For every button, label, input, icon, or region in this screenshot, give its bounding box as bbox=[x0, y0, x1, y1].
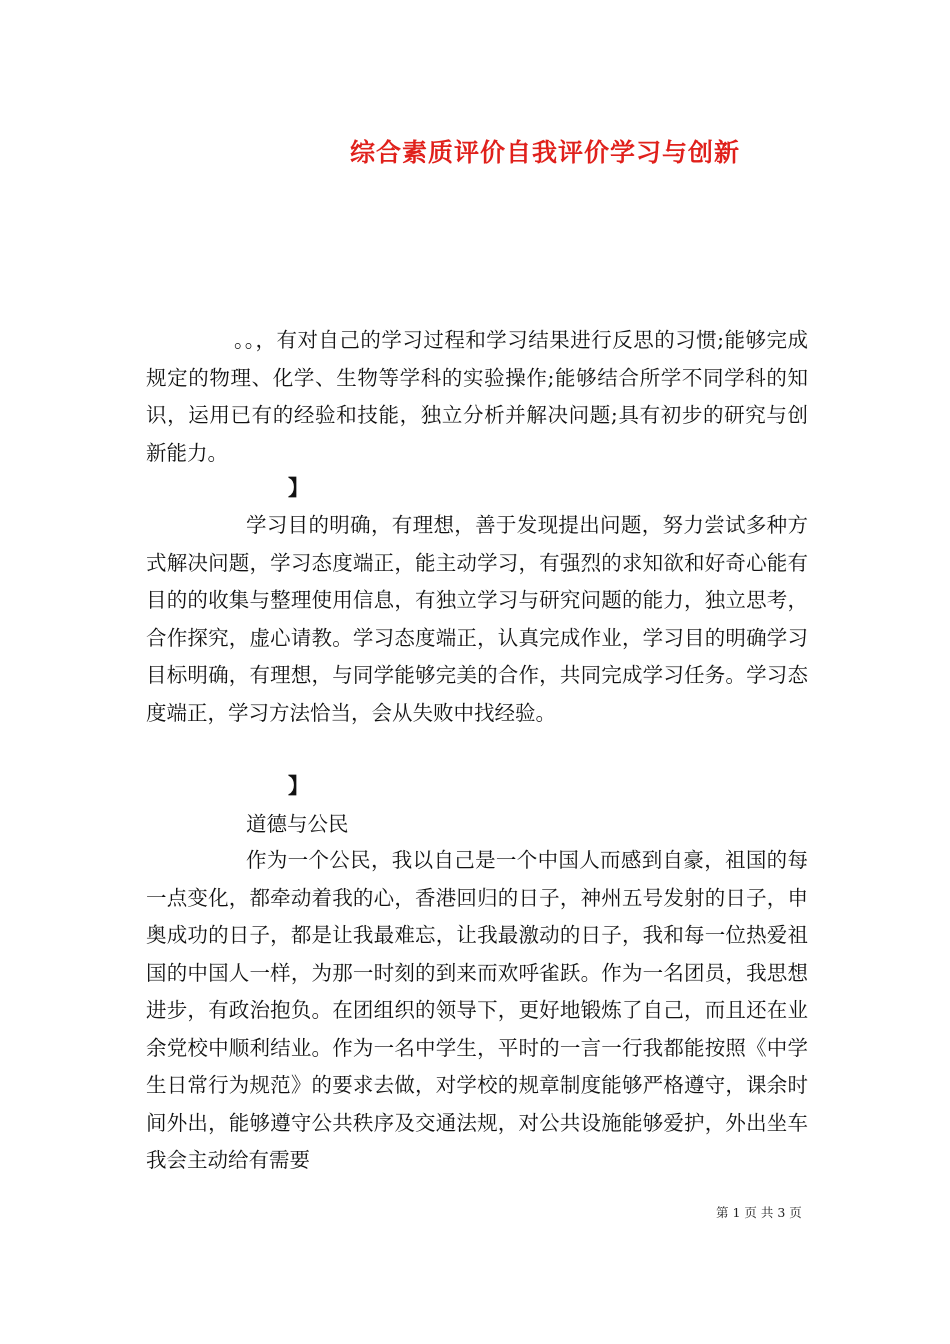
section-bracket: 】 bbox=[288, 773, 309, 798]
section-heading-morality: 道德与公民 bbox=[246, 812, 349, 836]
paragraph-learning-attitude: 学习目的明确，有理想，善于发现提出问题，努力尝试多种方式解决问题，学习态度端正，能主动学习，有强烈的求知欲和好奇心能有目的的收集与整理使用信息，有独立学习与研究问题的能力，独立思考，合作探究，虚心请教。学习态度端正，认真完成作业，学习目的明确学习目标明确，有理想，与同学能够完美的合作，共同完成学习任务。学习态度端正，学习方法恰当，会从失败中找经验。 bbox=[146, 513, 808, 725]
page-number-footer: 第 1 页 共 3 页 bbox=[716, 1205, 802, 1220]
document-title: 综合素质评价自我评价学习与创新 bbox=[349, 138, 740, 167]
section-bracket: 】 bbox=[288, 475, 309, 500]
paragraph-learning-reflection: 。。，有对自己的学习过程和学习结果进行反思的习惯;能够完成规定的物理、化学、生物等学科的实验操作;能够结合所学不同学科的知识，运用已有的经验和技能，独立分析并解决问题;具有初步的研究与创新能力。 bbox=[146, 328, 808, 465]
paragraph-citizenship: 作为一个公民，我以自己是一个中国人而感到自豪，祖国的每一点变化，都牵动着我的心，香港回归的日子，神州五号发射的日子，申奥成功的日子，都是让我最难忘，让我最激动的日子，我和每一位热爱祖国的中国人一样，为那一时刻的到来而欢呼雀跃。作为一名团员，我思想进步，有政治抱负。在团组织的领导下，更好地锻炼了自己，而且还在业余党校中顺利结业。作为一名中学生，平时的一言一行我都能按照《中学生日常行为规范》的要求去做，对学校的规章制度能够严格遵守，课余时间外出，能够遵守公共秩序及交通法规，对公共设施能够爱护，外出坐车我会主动给有需要 bbox=[146, 848, 808, 1172]
